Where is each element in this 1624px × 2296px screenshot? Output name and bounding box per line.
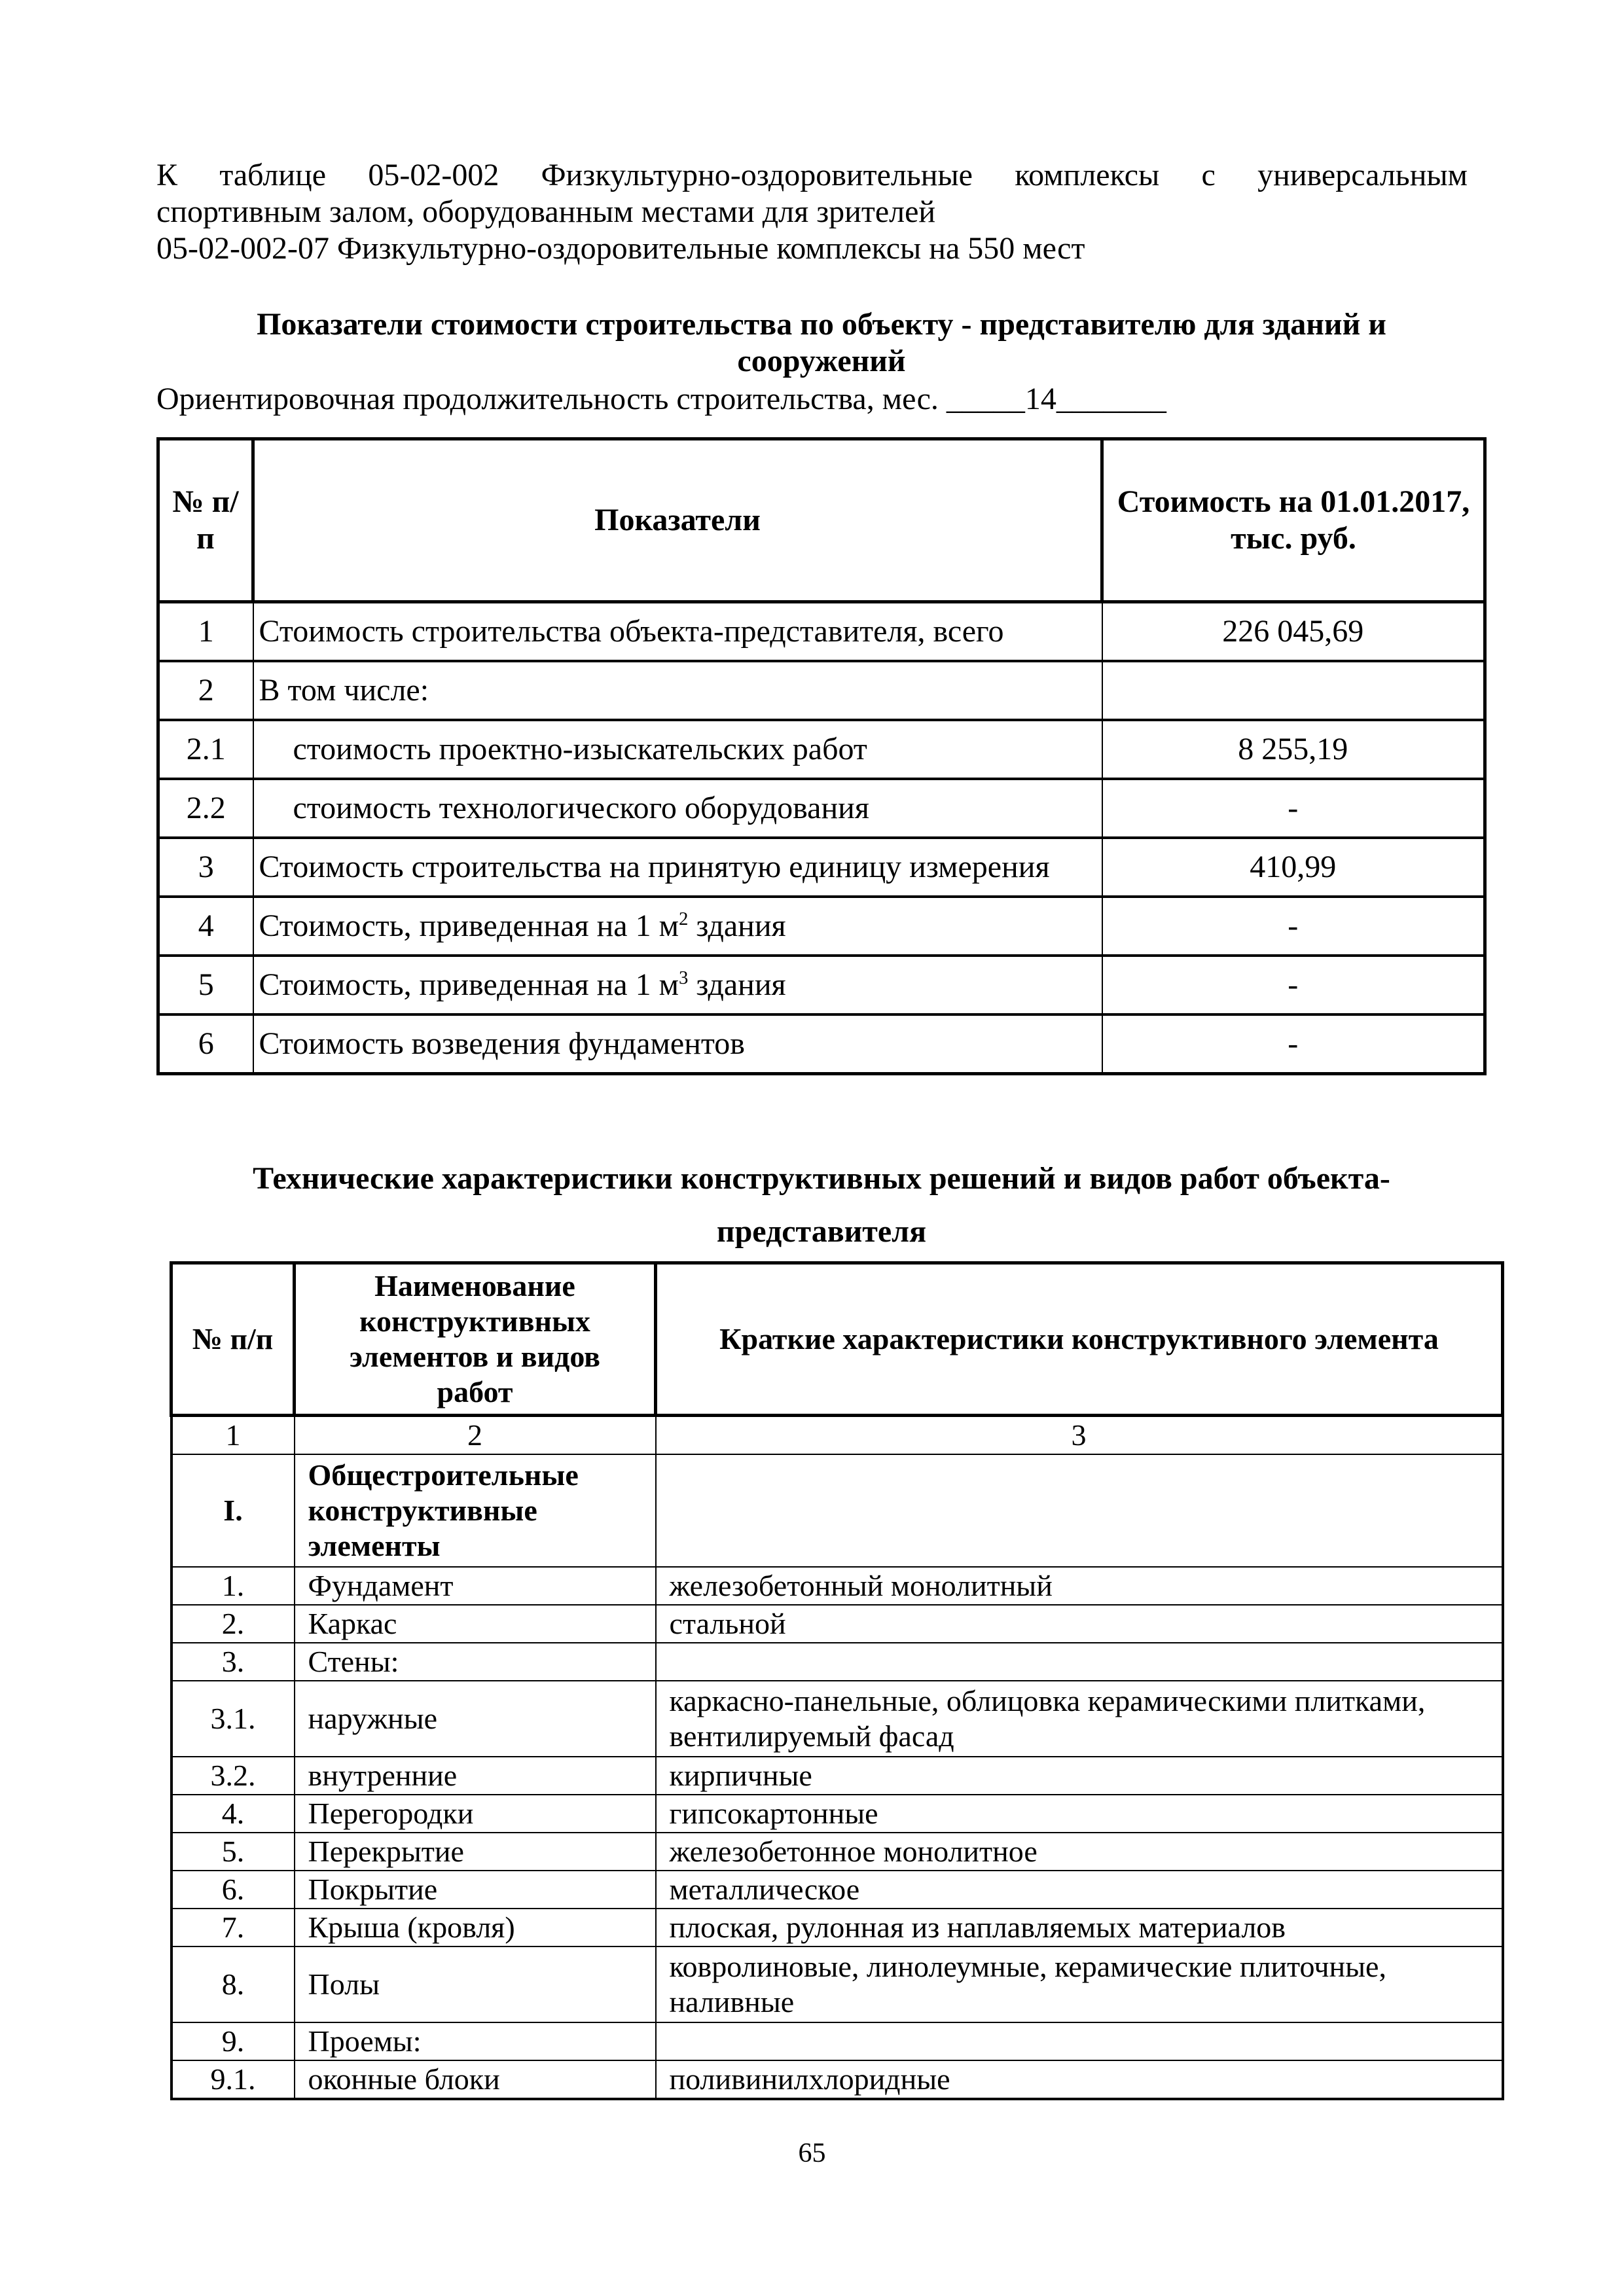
row-name: оконные блоки [295, 2060, 656, 2099]
superscript: 3 [678, 967, 689, 988]
row-desc: поливинилхлоридные [656, 2060, 1503, 2099]
table-row [158, 720, 1485, 779]
row-num: 5 [158, 956, 253, 1014]
col-number: 3 [656, 1416, 1503, 1455]
row-name: Полы [295, 1946, 656, 2022]
row-desc: гипсокартонные [656, 1795, 1503, 1833]
table-row [171, 1795, 1503, 1833]
row-desc: каркасно-панельные, облицовка керамическими плитками, вентилируемый фасад [656, 1681, 1503, 1757]
header-name: Показатели [253, 439, 1102, 602]
table-row [158, 1014, 1485, 1074]
table-row [171, 1454, 1503, 1567]
row-name: Стоимость строительства объекта-представителя, всего [253, 602, 1102, 662]
col-number: 2 [295, 1416, 656, 1455]
row-desc: железобетонное монолитное [656, 1833, 1503, 1871]
row-num: 2 [158, 661, 253, 720]
row-desc: ковролиновые, линолеумные, керамические плиточные, наливные [656, 1946, 1503, 2022]
row-num: 4 [158, 897, 253, 956]
row-desc [656, 1454, 1503, 1567]
row-num: 2. [171, 1605, 295, 1643]
row-num: 1. [171, 1567, 295, 1605]
row-value [1102, 661, 1485, 720]
row-name: Крыша (кровля) [295, 1909, 656, 1946]
row-name: Перегородки [295, 1795, 656, 1833]
row-name: Стоимость, приведенная на 1 $м^2$ здания [253, 897, 1102, 956]
row-name: Стоимость возведения фундаментов [253, 1014, 1102, 1074]
header-cost: Стоимость на 01.01.2017, тыс. руб. [1102, 439, 1485, 602]
header-desc: Краткие характеристики конструктивного элемента [656, 1263, 1503, 1416]
page-number: 65 [798, 2138, 826, 2168]
row-desc: плоская, рулонная из наплавляемых материалов [656, 1909, 1503, 1946]
header-name: Наименование конструктивных элементов и видов работ [295, 1263, 656, 1416]
table-header-row [171, 1263, 1503, 1416]
section2-title-line1: Технические характеристики конструктивных решений и видов работ объекта- [253, 1161, 1390, 1196]
row-num: 2.2 [158, 779, 253, 838]
cost-indicators-table [156, 437, 1487, 1075]
intro-line-1: К таблице 05-02-002 Физкультурно-оздоровительные комплексы с универсальным [156, 158, 1468, 192]
technical-characteristics-table [170, 1261, 1504, 2100]
row-name: стоимость проектно-изыскательских работ [253, 720, 1102, 779]
row-num: 8. [171, 1946, 295, 2022]
row-value: - [1102, 779, 1485, 838]
table-row [171, 1567, 1503, 1605]
row-name: наружные [295, 1681, 656, 1757]
intro-line-2: спортивным залом, оборудованным местами для зрителей [156, 194, 936, 229]
row-desc [656, 1643, 1503, 1681]
table-row [171, 1681, 1503, 1757]
row-value: 410,99 [1102, 838, 1485, 897]
row-num: 9. [171, 2022, 295, 2060]
row-num: 2.1 [158, 720, 253, 779]
row-name: Фундамент [295, 1567, 656, 1605]
row-value: - [1102, 956, 1485, 1014]
table-row [158, 661, 1485, 720]
row-name: Стоимость строительства на принятую единицу измерения [253, 838, 1102, 897]
row-name: Стены: [295, 1643, 656, 1681]
col-number: 1 [171, 1416, 295, 1455]
section2-title-line2: представителя [716, 1214, 927, 1249]
row-name: внутренние [295, 1757, 656, 1795]
table-row [171, 1757, 1503, 1795]
row-num: I. [171, 1454, 295, 1567]
section2-title [156, 1152, 1487, 1258]
row-name: Проемы: [295, 2022, 656, 2060]
row-num: 3.1. [171, 1681, 295, 1757]
intro-line-3: 05-02-002-07 Физкультурно-оздоровительные комплексы на 550 мест [156, 231, 1085, 266]
header-num: № п/п [158, 439, 253, 602]
row-name: Каркас [295, 1605, 656, 1643]
row-num: 4. [171, 1795, 295, 1833]
table-header-row [158, 439, 1485, 602]
table-row [171, 1833, 1503, 1871]
duration-label: Ориентировочная продолжительность строительства, мес. _____14_______ [156, 382, 1166, 416]
table-row [158, 956, 1485, 1014]
table-row [171, 2060, 1503, 2099]
row-desc [656, 2022, 1503, 2060]
row-desc: кирпичные [656, 1757, 1503, 1795]
row-desc: металлическое [656, 1871, 1503, 1909]
row-value: 226 045,69 [1102, 602, 1485, 662]
column-numbers-row [171, 1416, 1503, 1455]
table-row [171, 2022, 1503, 2060]
row-value: - [1102, 1014, 1485, 1074]
table-row [158, 602, 1485, 662]
row-name: стоимость технологического оборудования [253, 779, 1102, 838]
row-num: 3. [171, 1643, 295, 1681]
section1-title [156, 306, 1487, 380]
row-desc: стальной [656, 1605, 1503, 1643]
row-name: Общестроительные конструктивные элементы [295, 1454, 656, 1567]
row-num: 1 [158, 602, 253, 662]
row-name: В том числе: [253, 661, 1102, 720]
row-num: 3 [158, 838, 253, 897]
row-name: Покрытие [295, 1871, 656, 1909]
superscript: 2 [678, 908, 689, 929]
table-row [171, 1643, 1503, 1681]
table-row [158, 838, 1485, 897]
row-num: 6 [158, 1014, 253, 1074]
table-row [171, 1946, 1503, 2022]
section1-title-line1: Показатели стоимости строительства по объекту - представителю для зданий и [257, 307, 1386, 342]
row-num: 7. [171, 1909, 295, 1946]
row-desc: железобетонный монолитный [656, 1567, 1503, 1605]
row-num: 9.1. [171, 2060, 295, 2099]
header-num: № п/п [171, 1263, 295, 1416]
table-row [158, 897, 1485, 956]
row-name: Стоимость, приведенная на 1 $м^3$ здания [253, 956, 1102, 1014]
table-row [171, 1605, 1503, 1643]
row-num: 5. [171, 1833, 295, 1871]
table-row [171, 1871, 1503, 1909]
row-value: 8 255,19 [1102, 720, 1485, 779]
section1-title-line2: сооружений [737, 344, 906, 378]
table-row [171, 1909, 1503, 1946]
row-num: 3.2. [171, 1757, 295, 1795]
table-row [158, 779, 1485, 838]
row-num: 6. [171, 1871, 295, 1909]
row-value: - [1102, 897, 1485, 956]
row-name: Перекрытие [295, 1833, 656, 1871]
